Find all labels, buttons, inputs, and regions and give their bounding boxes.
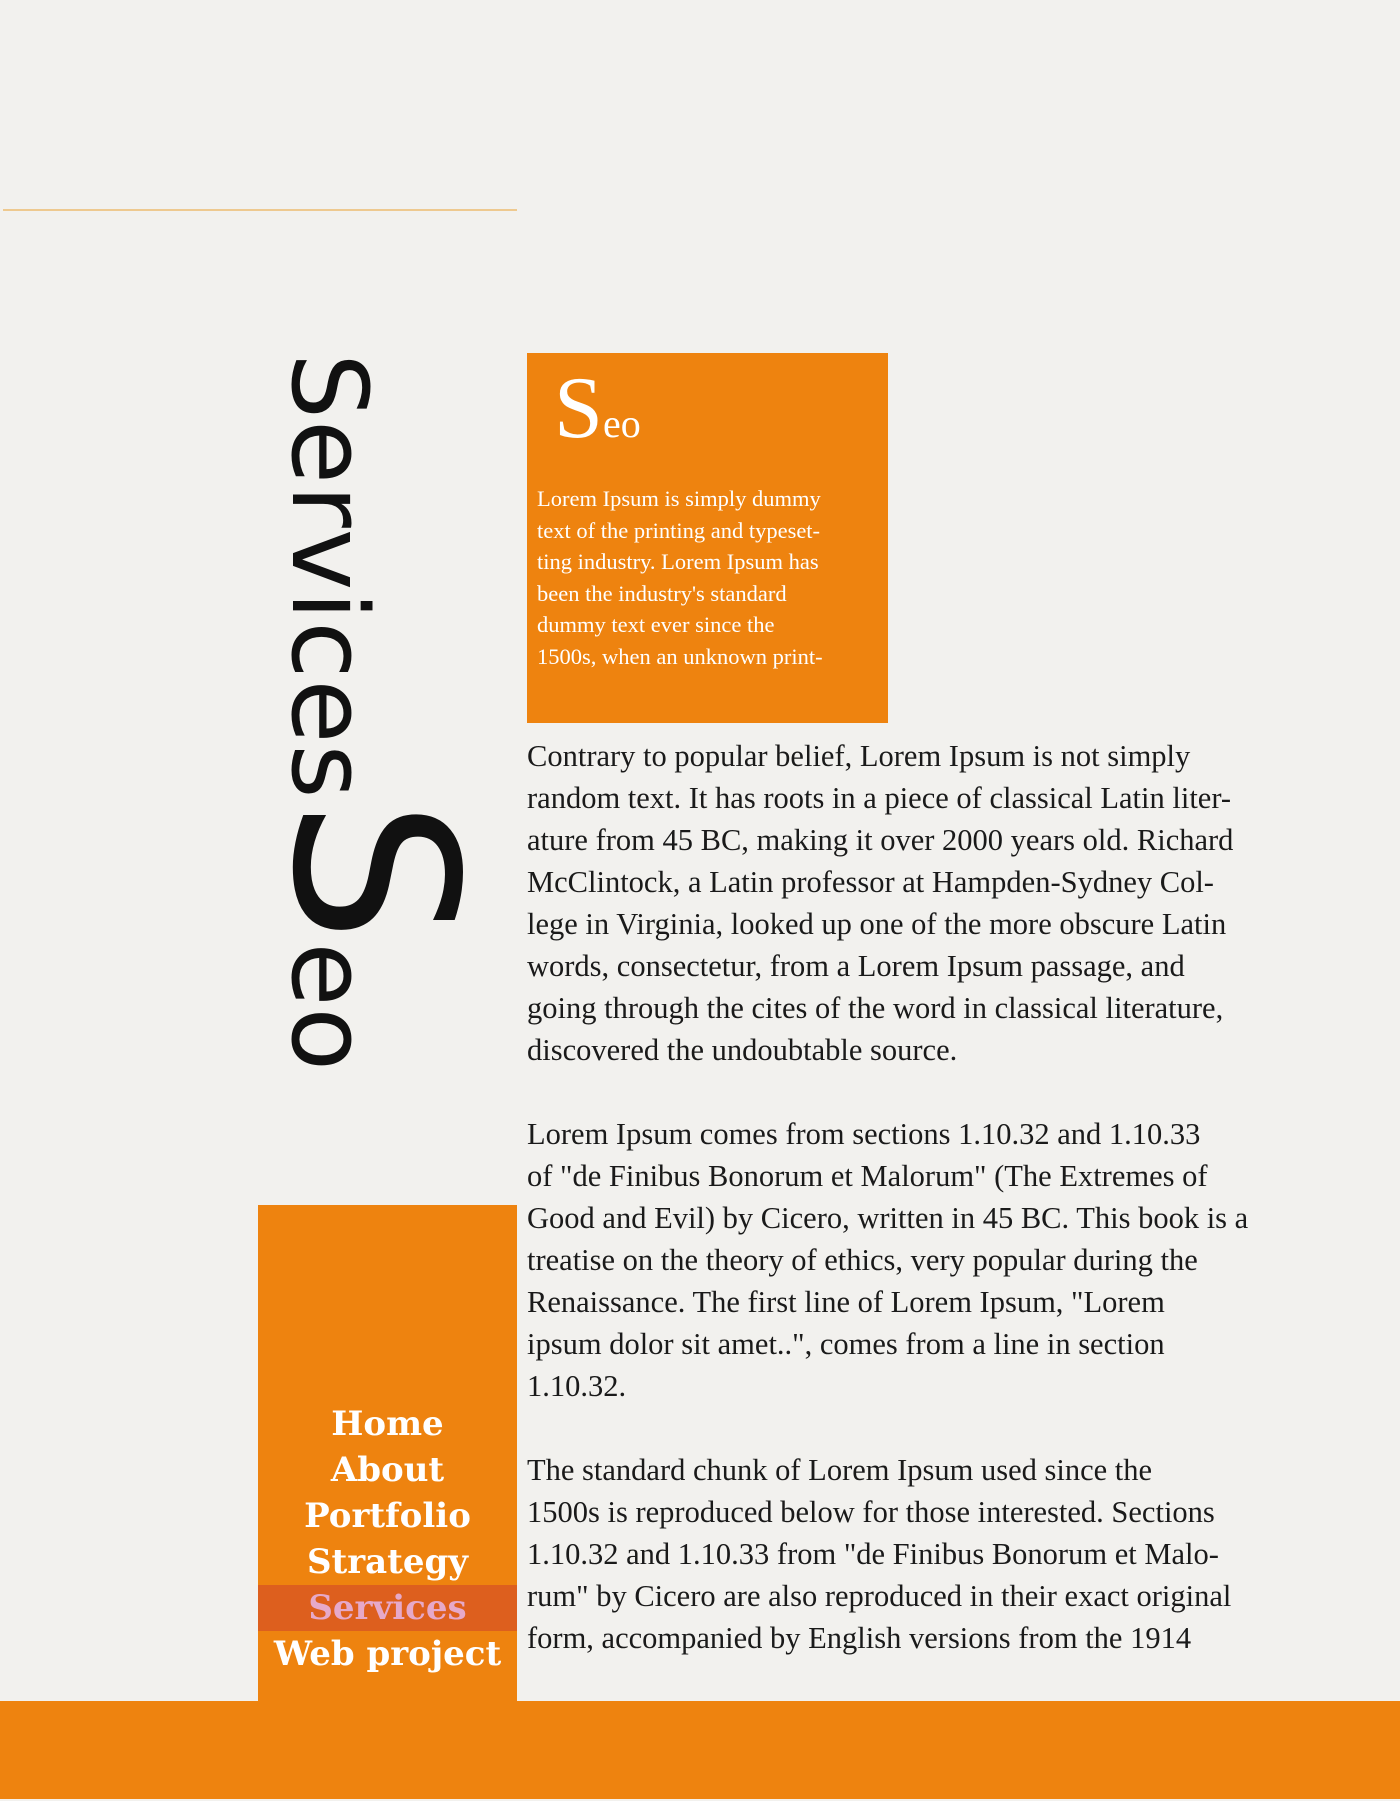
text-line: Contrary to popular belief, Lorem Ipsum is not simply <box>527 739 1191 773</box>
content-paragraph-2 <box>527 1113 1357 1407</box>
text-line: words, consectetur, from a Lorem Ipsum passage, and <box>527 949 1185 983</box>
content-paragraph-1 <box>527 735 1357 1071</box>
card-text <box>537 483 879 672</box>
card-line: ting industry. Lorem Ipsum has <box>537 549 819 574</box>
vertical-title-services: Services <box>268 353 390 800</box>
text-line: form, accompanied by English versions from the 1914 <box>527 1621 1192 1655</box>
vertical-title-seo-rest: eo <box>268 942 390 1072</box>
text-line: Lorem Ipsum comes from sections 1.10.32 and 1.10.33 <box>527 1117 1201 1151</box>
main-content <box>527 735 1357 1701</box>
card-line: 1500s, when an unknown print- <box>537 643 823 669</box>
text-line: 1500s is reproduced below for those interested. Sections <box>527 1495 1215 1529</box>
text-line: ature from 45 BC, making it over 2000 years old. Richard <box>527 823 1234 857</box>
nav-item-strategy[interactable]: Strategy <box>306 1542 469 1582</box>
card-title-rest: eo <box>602 401 641 446</box>
text-line: rum" by Cicero are also reproduced in their exact original <box>527 1579 1232 1613</box>
card-line: dummy text ever since the <box>537 612 775 637</box>
nav-item-portfolio[interactable]: Portfolio <box>304 1496 471 1536</box>
card-title-initial: S <box>554 360 603 457</box>
text-line: lege in Virginia, looked up one of the more obscure Latin <box>527 907 1227 941</box>
nav-item-home[interactable]: Home <box>331 1404 444 1444</box>
text-line: treatise on the theory of ethics, very popular during the <box>527 1243 1198 1277</box>
nav-item-web-project[interactable]: Web project <box>273 1634 502 1674</box>
text-line: 1.10.32 and 1.10.33 from "de Finibus Bonorum et Malo- <box>527 1537 1219 1571</box>
card-line: Lorem Ipsum is simply dummy <box>537 486 821 511</box>
text-line: ipsum dolor sit amet..", comes from a line in section <box>527 1327 1165 1361</box>
text-line: 1.10.32. <box>527 1369 627 1403</box>
vertical-page-title <box>242 353 505 1173</box>
card-line: been the industry's standard <box>537 580 787 606</box>
seo-summary-card <box>527 353 888 723</box>
text-line: McClintock, a Latin professor at Hampden-Sydney Col- <box>527 865 1214 899</box>
text-line: of "de Finibus Bonorum et Malorum" (The Extremes of <box>527 1159 1208 1193</box>
footer-bar <box>0 1701 1400 1799</box>
vertical-title-seo-initial: S <box>242 799 505 943</box>
text-line: going through the cites of the word in classical literature, <box>527 991 1224 1025</box>
text-line: Renaissance. The first line of Lorem Ipsum, "Lorem <box>527 1285 1165 1319</box>
content-paragraph-3 <box>527 1449 1357 1659</box>
nav-item-services[interactable]: Services <box>258 1585 517 1631</box>
text-line: The standard chunk of Lorem Ipsum used since the <box>527 1453 1153 1487</box>
top-divider <box>3 209 517 211</box>
text-line: random text. It has roots in a piece of classical Latin liter- <box>527 781 1232 815</box>
main-navigation <box>258 1205 517 1702</box>
card-title <box>554 360 879 483</box>
text-line: Good and Evil) by Cicero, written in 45 BC. This book is a <box>527 1201 1249 1235</box>
card-line: text of the printing and typeset- <box>537 517 821 543</box>
nav-item-about[interactable]: About <box>330 1450 445 1490</box>
nav-list <box>258 1401 517 1677</box>
text-line: discovered the undoubtable source. <box>527 1033 958 1067</box>
